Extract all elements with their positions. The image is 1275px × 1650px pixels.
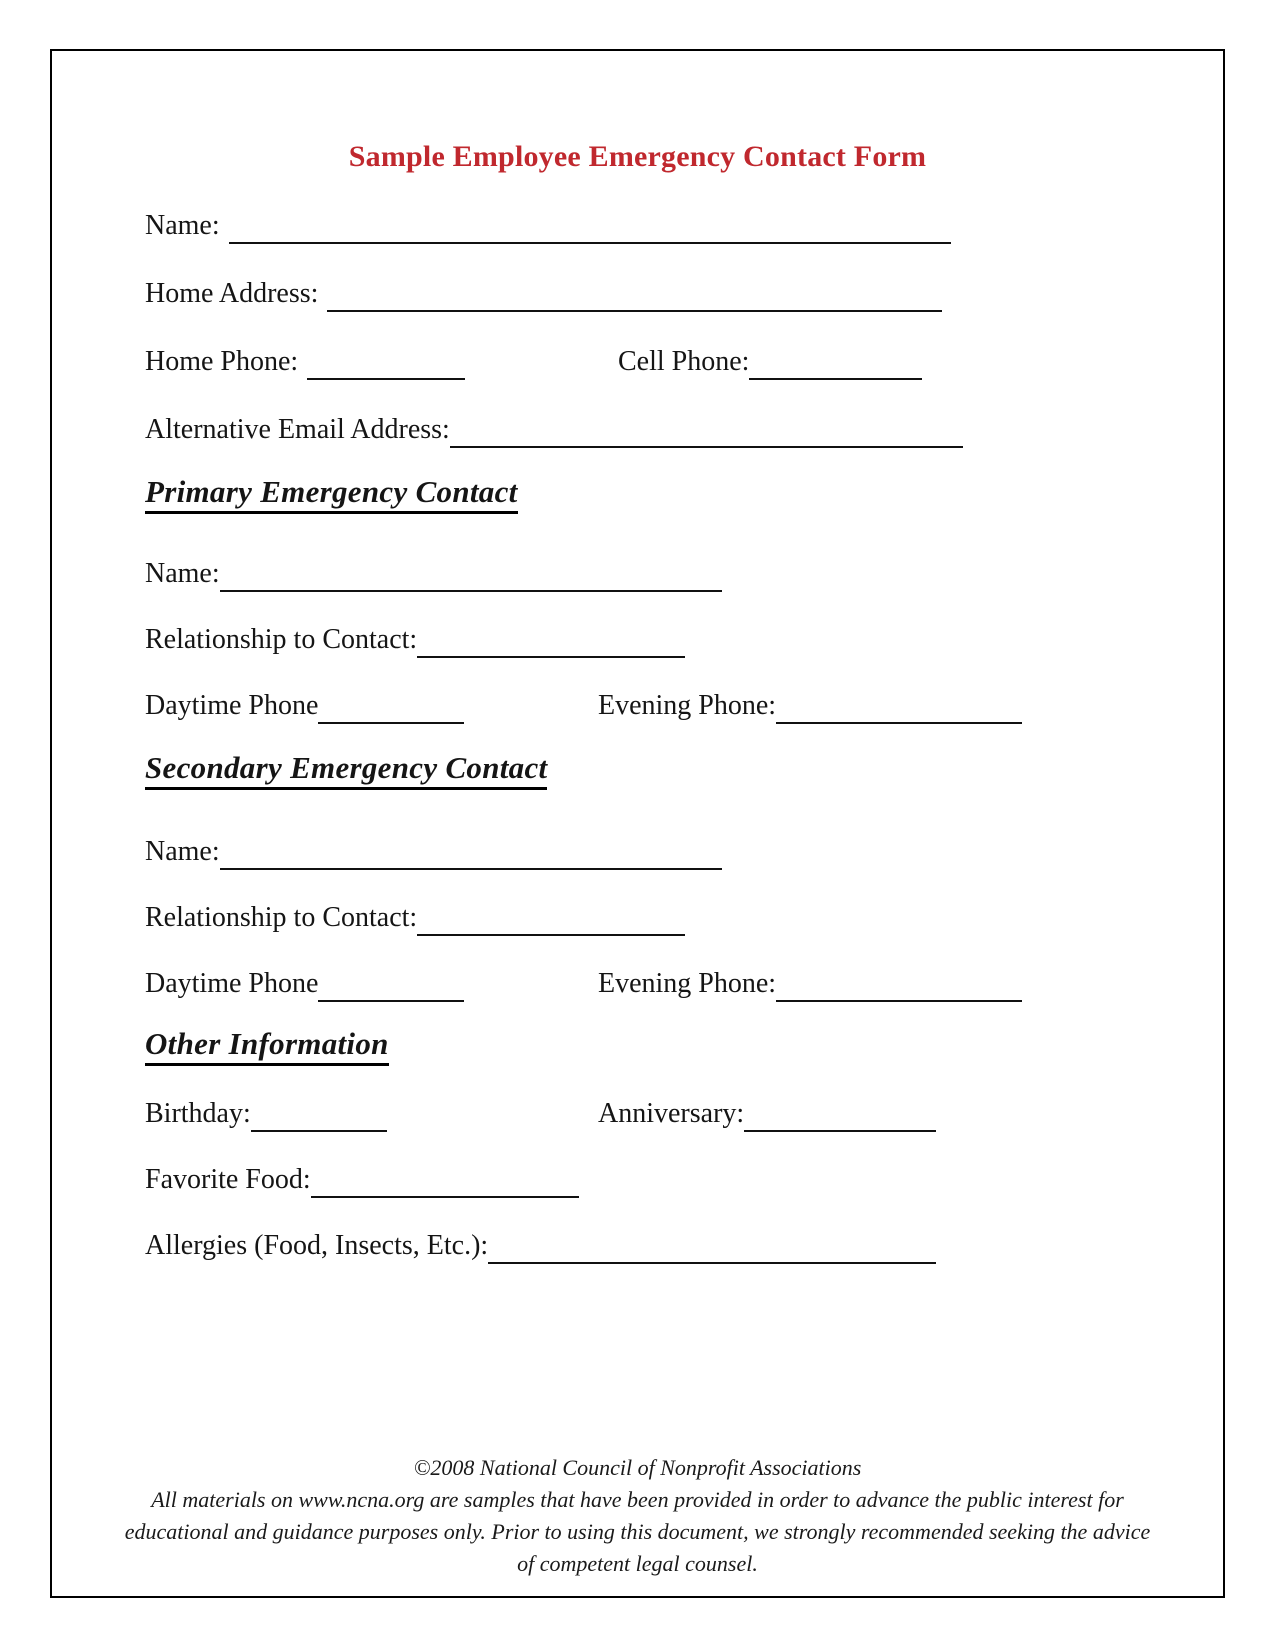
anniversary-label: Anniversary: (598, 1098, 745, 1129)
employee-name-row (145, 208, 951, 244)
primary-evening-phone-input[interactable] (776, 690, 1022, 724)
secondary-evening-phone-input[interactable] (776, 968, 1022, 1002)
favorite-food-label: Favorite Food: (145, 1164, 311, 1195)
primary-daytime-phone-input[interactable] (318, 690, 464, 724)
secondary-daytime-phone-label: Daytime Phone (145, 968, 319, 999)
home-phone-input[interactable] (307, 346, 465, 380)
secondary-contact-heading: Secondary Emergency Contact (145, 750, 547, 790)
alt-email-input[interactable] (450, 414, 963, 448)
anniversary-row (598, 1096, 936, 1132)
alt-email-label: Alternative Email Address: (145, 414, 450, 445)
secondary-evening-phone-row (598, 966, 1022, 1002)
cell-phone-row (618, 344, 922, 380)
home-phone-row (145, 344, 465, 380)
footer-disclaimer-line3: of competent legal counsel. (517, 1551, 758, 1576)
employee-name-label: Name: (145, 210, 220, 241)
favorite-food-input[interactable] (311, 1164, 579, 1198)
birthday-row (145, 1096, 387, 1132)
page-title: Sample Employee Emergency Contact Form (348, 140, 927, 173)
primary-evening-phone-row (598, 688, 1022, 724)
primary-name-input[interactable] (220, 558, 722, 592)
home-address-input[interactable] (327, 278, 942, 312)
footer-disclaimer-line1: All materials on www.ncna.org are samples that have been provided in order to advance the public interest for (151, 1487, 1124, 1512)
secondary-evening-phone-label: Evening Phone: (598, 968, 777, 999)
page-footer (0, 1452, 1275, 1580)
birthday-input[interactable] (251, 1098, 387, 1132)
allergies-input[interactable] (488, 1230, 936, 1264)
cell-phone-input[interactable] (749, 346, 922, 380)
allergies-label: Allergies (Food, Insects, Etc.): (145, 1230, 489, 1261)
primary-daytime-phone-label: Daytime Phone (145, 690, 319, 721)
secondary-name-input[interactable] (220, 836, 722, 870)
primary-daytime-phone-row (145, 688, 464, 724)
birthday-label: Birthday: (145, 1098, 251, 1129)
secondary-name-row (145, 834, 722, 870)
secondary-daytime-phone-input[interactable] (318, 968, 464, 1002)
primary-relationship-input[interactable] (417, 624, 685, 658)
primary-evening-phone-label: Evening Phone: (598, 690, 777, 721)
employee-name-input[interactable] (229, 210, 951, 244)
anniversary-input[interactable] (744, 1098, 936, 1132)
primary-relationship-row (145, 622, 685, 658)
primary-contact-heading: Primary Emergency Contact (145, 474, 518, 514)
primary-name-label: Name: (145, 558, 220, 589)
secondary-name-label: Name: (145, 836, 220, 867)
primary-relationship-label: Relationship to Contact: (145, 624, 418, 655)
home-address-row (145, 276, 942, 312)
footer-copyright: ©2008 National Council of Nonprofit Associations (413, 1455, 862, 1480)
alt-email-row (145, 412, 963, 448)
primary-name-row (145, 556, 722, 592)
cell-phone-label: Cell Phone: (618, 346, 750, 377)
secondary-relationship-label: Relationship to Contact: (145, 902, 418, 933)
home-address-label: Home Address: (145, 278, 319, 309)
allergies-row (145, 1228, 936, 1264)
other-information-heading: Other Information (145, 1026, 389, 1066)
favorite-food-row (145, 1162, 579, 1198)
secondary-daytime-phone-row (145, 966, 464, 1002)
home-phone-label: Home Phone: (145, 346, 299, 377)
footer-disclaimer-line2: educational and guidance purposes only. Prior to using this document, we strongly recommended seeking the advice (124, 1519, 1151, 1544)
secondary-relationship-input[interactable] (417, 902, 685, 936)
secondary-relationship-row (145, 900, 685, 936)
